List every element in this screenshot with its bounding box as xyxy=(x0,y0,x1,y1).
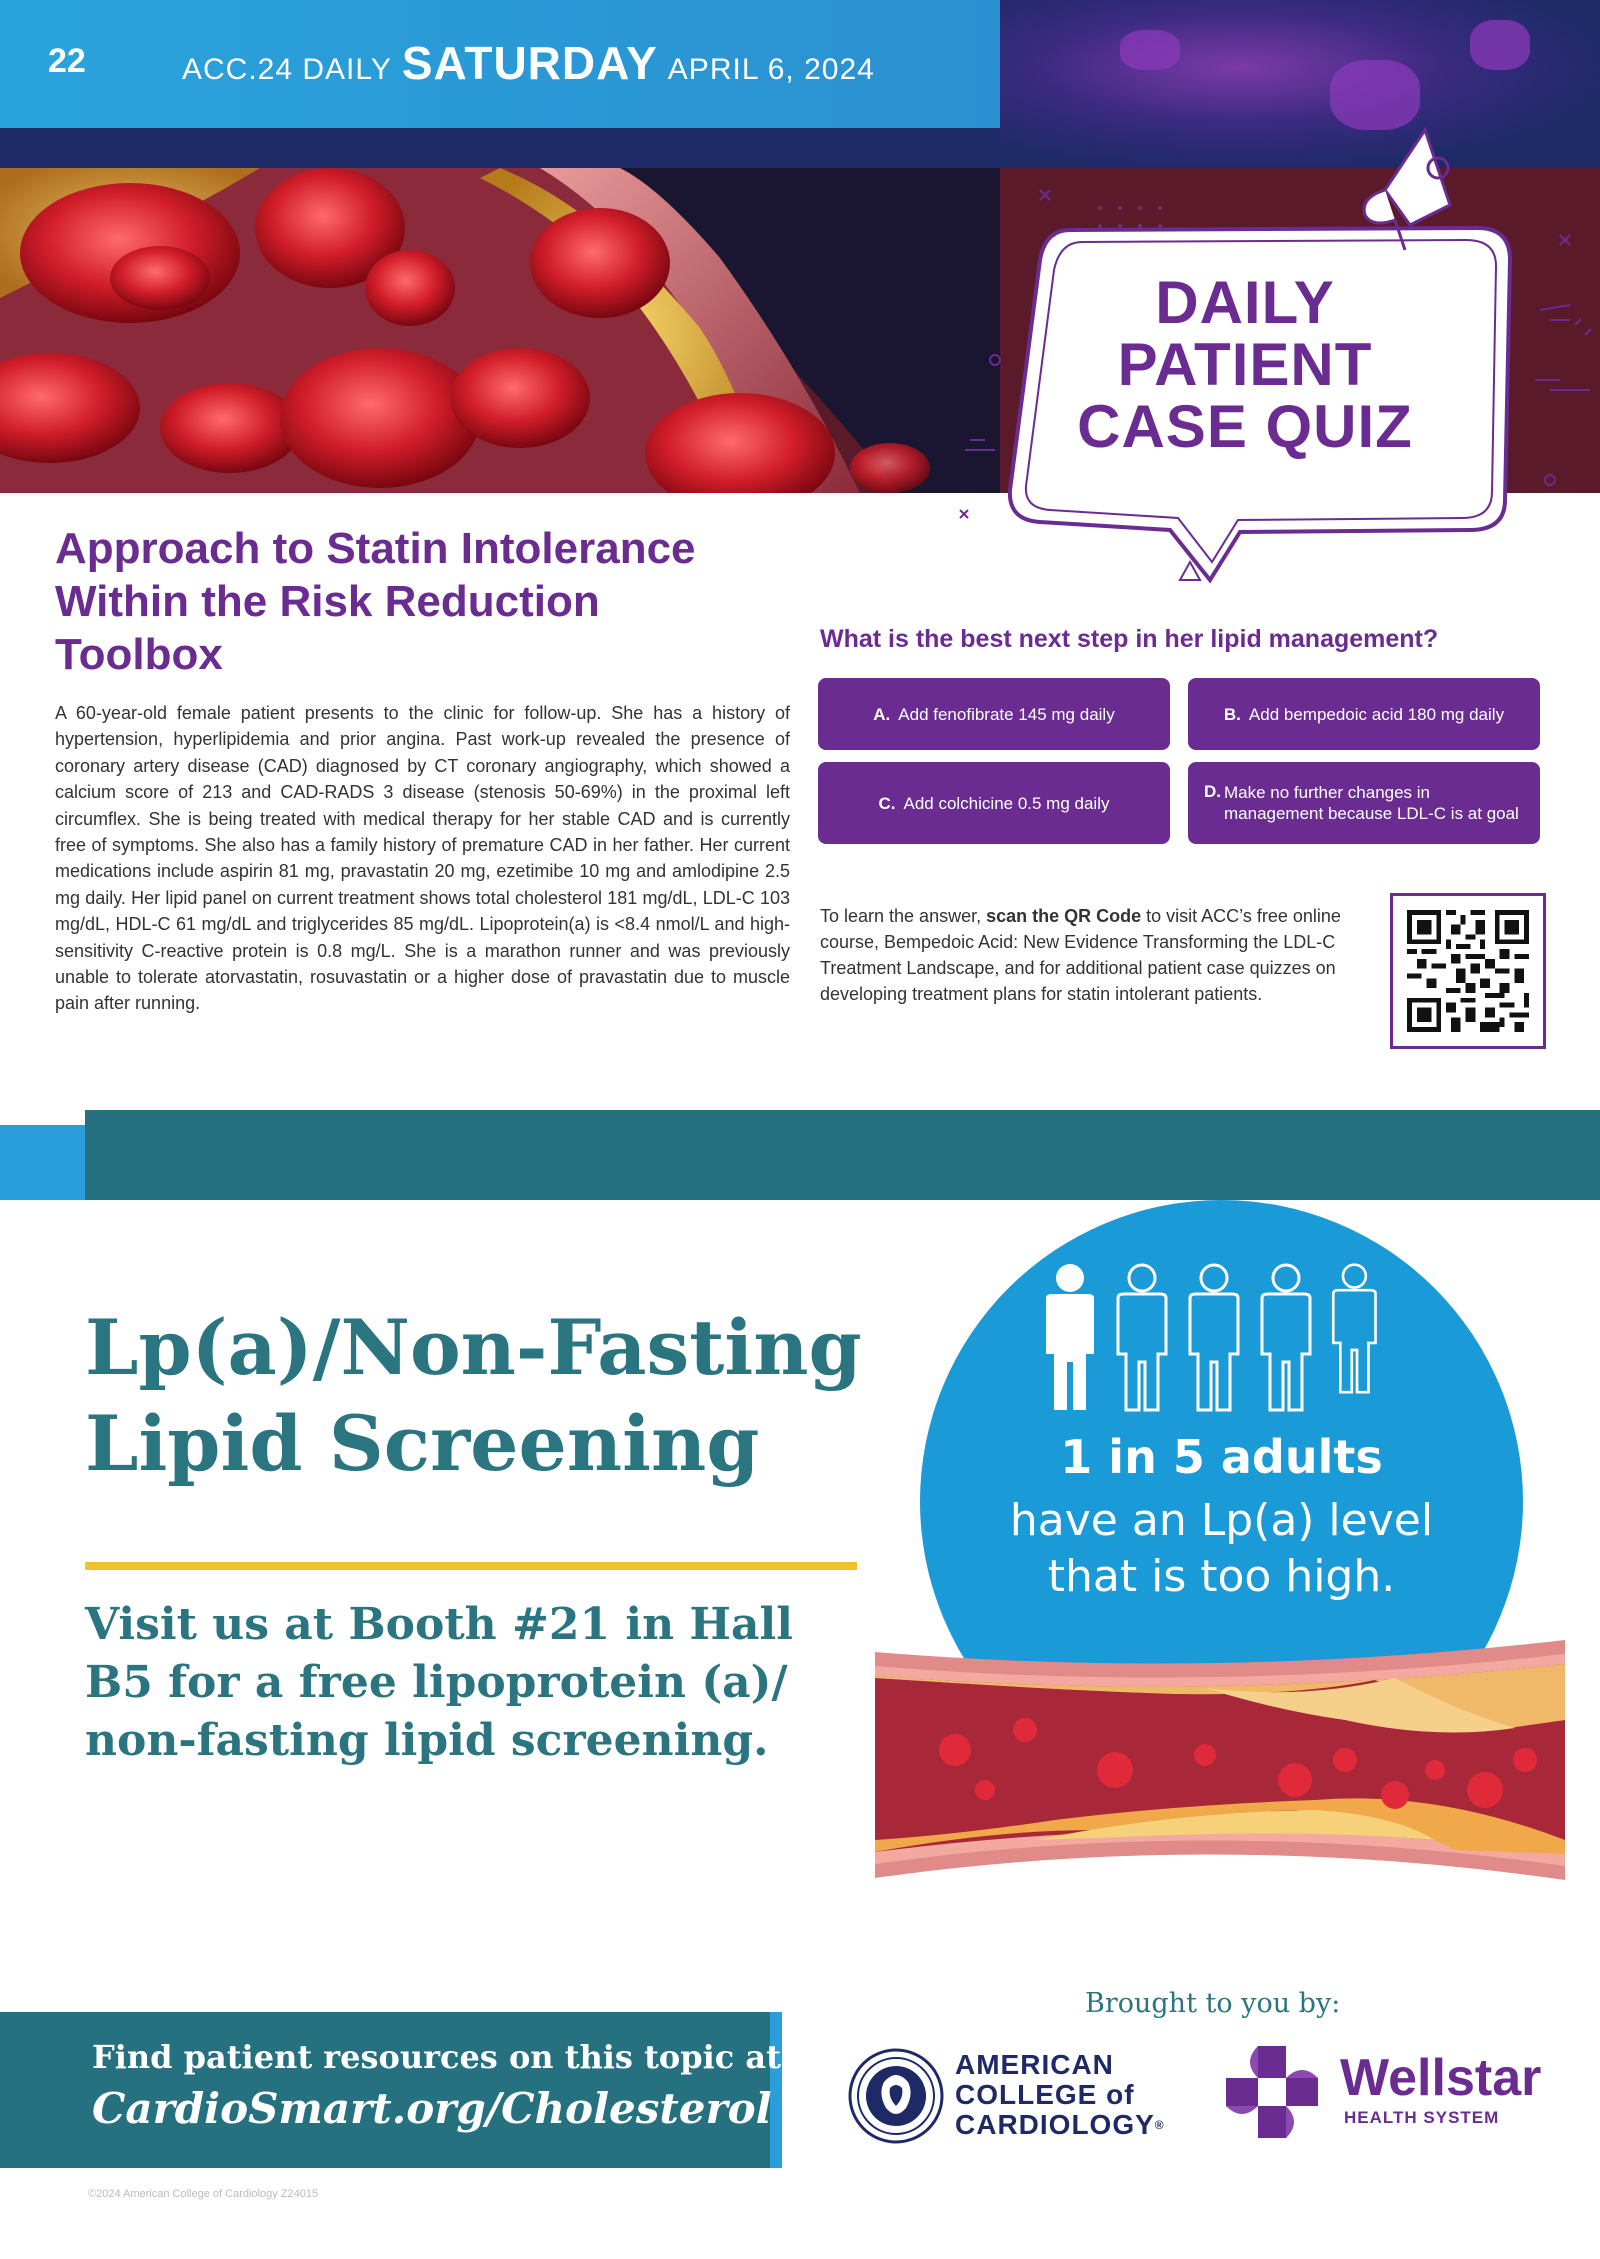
option-text: Make no further changes in management because LDL-C is at goal xyxy=(1224,783,1519,823)
person-highlighted-icon xyxy=(1046,1264,1094,1410)
acc-line2: COLLEGE of xyxy=(955,2079,1135,2110)
answer-option-b[interactable] xyxy=(1188,678,1540,750)
person-outline-icon xyxy=(1190,1265,1238,1410)
qr-code[interactable] xyxy=(1390,893,1546,1049)
lpa-ad-title xyxy=(85,1300,905,1492)
option-letter: A. xyxy=(873,704,891,724)
option-text: Add colchicine 0.5 mg daily xyxy=(903,793,1110,813)
date-label: APRIL 6, 2024 xyxy=(667,53,875,86)
statistic-line2: that is too high. xyxy=(1047,1551,1396,1602)
option-letter: B. xyxy=(1223,704,1241,724)
learn-text-intro: To learn the answer, xyxy=(820,906,987,926)
gold-divider-line xyxy=(85,1562,857,1570)
acc-seal-icon xyxy=(848,2048,944,2144)
dateline xyxy=(182,36,875,90)
artery-plaque-illustration xyxy=(875,1640,1565,1880)
wellstar-logo-icon xyxy=(1222,2042,1322,2142)
wellstar-subtitle: HEALTH SYSTEM xyxy=(1344,2108,1500,2127)
answer-option-a[interactable] xyxy=(818,678,1170,750)
answer-option-d[interactable] xyxy=(1188,762,1540,844)
day-label: SATURDAY xyxy=(401,37,658,89)
resources-banner-accent xyxy=(770,2012,782,2168)
statistic-headline: 1 in 5 adults xyxy=(1060,1430,1383,1484)
option-letter: C. xyxy=(878,793,896,813)
option-text: Add bempedoic acid 180 mg daily xyxy=(1248,704,1505,724)
acc-line3: CARDIOLOGY xyxy=(955,2109,1155,2140)
quiz-badge-title: DAILY PATIENT CASE QUIZ xyxy=(1077,269,1413,460)
acc-line1: AMERICAN xyxy=(955,2049,1114,2080)
learn-text-rest: to visit ACC’s free online course, Bempedoic Acid: New Evidence Transforming the LDL-C Treatment Landscape, and for additional patient case quizzes on developing treatment plans for statin intolerant patients. xyxy=(820,906,1341,1004)
acc-logo-text xyxy=(955,2050,1165,2140)
registered-mark: ® xyxy=(1154,2118,1165,2132)
sponsor-heading: Brought to you by: xyxy=(1085,1988,1341,2019)
section-divider-accent xyxy=(0,1125,85,1200)
cardiosmart-link[interactable]: CardioSmart.org/Cholesterol xyxy=(92,2084,772,2133)
person-outline-icon xyxy=(1262,1265,1310,1410)
article-title: Approach to Statin Intolerance Within the Risk Reduction Toolbox xyxy=(55,524,696,679)
option-text: Add fenofibrate 145 mg daily xyxy=(898,704,1115,724)
qr-code-icon xyxy=(1407,910,1529,1032)
lpa-title-line2: Lipid Screening xyxy=(85,1399,760,1488)
person-outline-icon xyxy=(1333,1265,1375,1393)
copyright-notice: ©2024 American College of Cardiology Z24015 xyxy=(88,2188,319,2200)
option-letter: D. xyxy=(1204,782,1221,801)
page-number: 22 xyxy=(48,42,86,80)
quiz-question: What is the best next step in her lipid management? xyxy=(820,625,1439,653)
learn-answer-text xyxy=(820,903,1375,1007)
answer-option-c[interactable] xyxy=(818,762,1170,844)
statistic-line1: have an Lp(a) level xyxy=(1009,1495,1434,1546)
publication-name: ACC.24 DAILY xyxy=(182,53,392,86)
section-divider-bar xyxy=(85,1110,1600,1200)
statistic-description xyxy=(920,1493,1523,1605)
wellstar-logo-text: Wellstar xyxy=(1340,2049,1542,2107)
people-figures-graphic xyxy=(1040,1262,1380,1412)
case-description: A 60-year-old female patient presents to the clinic for follow-up. She has a history of hypertension, hyperlipidemia and prior angina. Past work-up revealed the presence of coronary artery disease (CAD) diagnosed by CT coronary angiography, which showed a calcium score of 213 and CAD-RADS 3 disease (stenosis 50-69%) in the proximal left circumflex. She is being treated with medical therapy for her stable CAD and is currently free of symptoms. She also has a family history of premature CAD in her father. Her current medications include aspirin 81 mg, pravastatin 20 mg, ezetimibe 10 mg and amlodipine 2.5 mg daily. Her lipid panel on current treatment shows total cholesterol 181 mg/dL, LDL-C 103 mg/dL, HDL-C 61 mg/dL and triglycerides 85 mg/dL. Lipoprotein(a) is <8.4 nmol/L and high-sensitivity C-reactive protein is 0.8 mg/L. She is a marathon runner and was previously unable to tolerate atorvastatin, rosuvastatin or a higher dose of pravastatin due to muscle pain after running. xyxy=(55,703,790,1014)
resources-text: Find patient resources on this topic at xyxy=(92,2038,781,2076)
booth-invitation: Visit us at Booth #21 in Hall B5 for a free lipoprotein (a)/ non-fasting lipid screening. xyxy=(85,1599,793,1766)
learn-text-emphasis: scan the QR Code xyxy=(986,906,1142,926)
person-outline-icon xyxy=(1118,1265,1166,1410)
lpa-title-line1: Lp(a)/Non-Fasting xyxy=(85,1303,862,1392)
